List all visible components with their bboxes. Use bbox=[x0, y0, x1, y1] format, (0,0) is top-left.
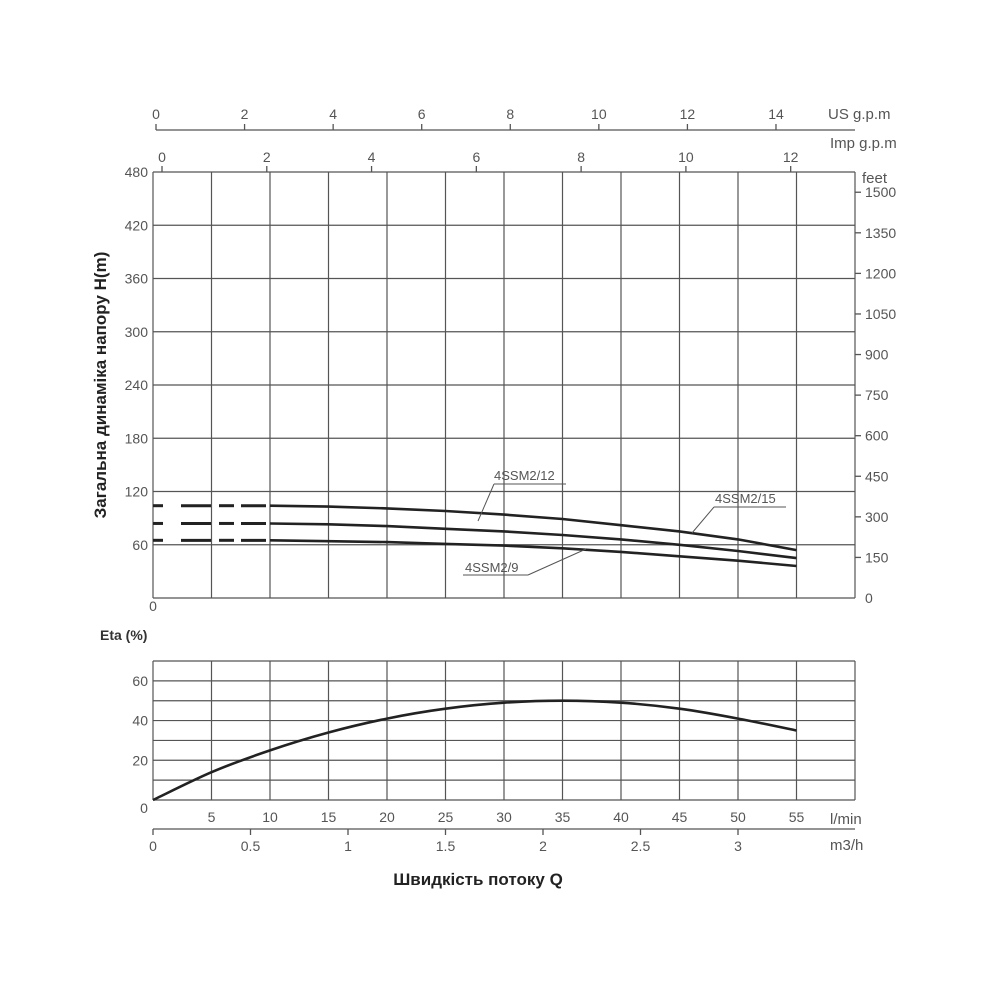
imp-tick-label: 8 bbox=[577, 149, 586, 165]
feet-tick-label: 900 bbox=[865, 346, 889, 363]
us-gpm-axis bbox=[152, 106, 855, 130]
series-label-4ssm2-12: 4SSM2/12 bbox=[494, 468, 555, 483]
feet-axis-ticks bbox=[855, 184, 896, 606]
eta-tick-label: 40 bbox=[132, 712, 148, 729]
head-tick-label: 360 bbox=[124, 270, 148, 287]
leader-line-15 bbox=[692, 507, 714, 533]
imp-tick-label: 4 bbox=[367, 149, 376, 165]
feet-tick-label: 300 bbox=[865, 508, 889, 525]
us-tick-label: 4 bbox=[329, 106, 338, 122]
imp-tick-label: 12 bbox=[782, 149, 799, 165]
lmin-tick-label: 15 bbox=[320, 809, 337, 825]
m3h-tick-label: 1 bbox=[344, 838, 352, 854]
feet-tick-label: 1500 bbox=[865, 184, 897, 201]
us-tick-label: 10 bbox=[591, 106, 607, 122]
lmin-tick-label: 30 bbox=[496, 809, 512, 825]
head-y-axis-ticks bbox=[125, 164, 157, 614]
leader-line-9 bbox=[528, 549, 586, 575]
m3h-axis bbox=[149, 829, 855, 854]
eta-curve-line bbox=[153, 701, 797, 800]
lmin-tick-label: 50 bbox=[730, 809, 746, 825]
us-tick-label: 6 bbox=[417, 106, 426, 122]
us-tick-label: 2 bbox=[240, 106, 249, 122]
head-axis-title: Загальна динаміка напору H(m) bbox=[91, 251, 110, 519]
lmin-tick-label: 45 bbox=[671, 809, 688, 825]
leader-line-12 bbox=[478, 484, 494, 521]
feet-tick-label: 1200 bbox=[865, 265, 897, 282]
imp-gpm-axis bbox=[158, 149, 799, 172]
feet-tick-label: 600 bbox=[865, 427, 889, 444]
us-tick-label: 8 bbox=[506, 106, 515, 122]
lmin-tick-label: 20 bbox=[379, 809, 395, 825]
m3h-tick-label: 2 bbox=[539, 838, 547, 854]
eta-tick-label: 0 bbox=[140, 800, 148, 816]
lmin-tick-label: 55 bbox=[788, 809, 805, 825]
lmin-tick-label: 5 bbox=[207, 809, 216, 825]
imp-tick-label: 10 bbox=[678, 149, 694, 165]
series-label-4ssm2-9: 4SSM2/9 bbox=[465, 560, 519, 575]
m3h-tick-label: 1.5 bbox=[435, 838, 456, 854]
feet-tick-label: 1350 bbox=[865, 224, 897, 241]
eta-tick-label: 60 bbox=[132, 672, 148, 689]
head-tick-label: 480 bbox=[124, 164, 148, 180]
feet-tick-label: 0 bbox=[865, 590, 873, 606]
feet-tick-label: 1050 bbox=[865, 305, 897, 322]
eta-chart-grid bbox=[153, 661, 855, 800]
head-curves bbox=[153, 506, 797, 566]
us-tick-label: 14 bbox=[768, 106, 784, 122]
feet-tick-label: 450 bbox=[865, 468, 889, 485]
eta-curve bbox=[153, 701, 797, 800]
head-tick-label: 420 bbox=[124, 217, 148, 234]
lmin-unit-label: l/min bbox=[830, 811, 862, 828]
feet-tick-label: 750 bbox=[865, 387, 889, 404]
head-tick-label: 60 bbox=[132, 536, 148, 553]
m3h-tick-label: 2.5 bbox=[630, 838, 651, 854]
series-label-4ssm2-15: 4SSM2/15 bbox=[715, 491, 776, 506]
us-tick-label: 12 bbox=[679, 106, 696, 122]
feet-unit-label: feet bbox=[862, 170, 888, 187]
lmin-tick-label: 35 bbox=[554, 809, 571, 825]
head-tick-label: 240 bbox=[124, 377, 148, 393]
lmin-tick-label: 25 bbox=[437, 809, 454, 825]
feet-tick-label: 150 bbox=[865, 549, 889, 566]
head-chart-grid bbox=[153, 172, 855, 598]
head-tick-label: 180 bbox=[124, 430, 148, 447]
imp-tick-label: 0 bbox=[158, 149, 166, 165]
imp-tick-label: 2 bbox=[262, 149, 271, 165]
m3h-tick-label: 0 bbox=[149, 838, 157, 854]
us-gpm-unit-label: US g.p.m bbox=[828, 106, 891, 123]
head-tick-label: 300 bbox=[124, 323, 148, 340]
eta-y-axis-ticks bbox=[132, 673, 148, 816]
eta-axis-title: Eta (%) bbox=[100, 627, 148, 643]
us-tick-label: 0 bbox=[152, 106, 160, 122]
imp-tick-label: 6 bbox=[472, 149, 481, 165]
eta-tick-label: 20 bbox=[132, 752, 148, 769]
lmin-tick-label: 40 bbox=[613, 809, 629, 825]
imp-gpm-unit-label: Imp g.p.m bbox=[830, 135, 897, 152]
m3h-unit-label: m3/h bbox=[830, 837, 864, 854]
lmin-tick-label: 10 bbox=[262, 809, 278, 825]
head-tick-label: 0 bbox=[149, 598, 157, 614]
head-tick-label: 120 bbox=[124, 483, 148, 500]
lmin-axis-ticks bbox=[208, 809, 805, 825]
m3h-tick-label: 3 bbox=[734, 838, 742, 854]
flow-axis-title: Швидкість потоку Q bbox=[393, 870, 563, 889]
head-curve-4ssm2-15 bbox=[270, 506, 797, 550]
m3h-tick-label: 0.5 bbox=[240, 838, 261, 854]
